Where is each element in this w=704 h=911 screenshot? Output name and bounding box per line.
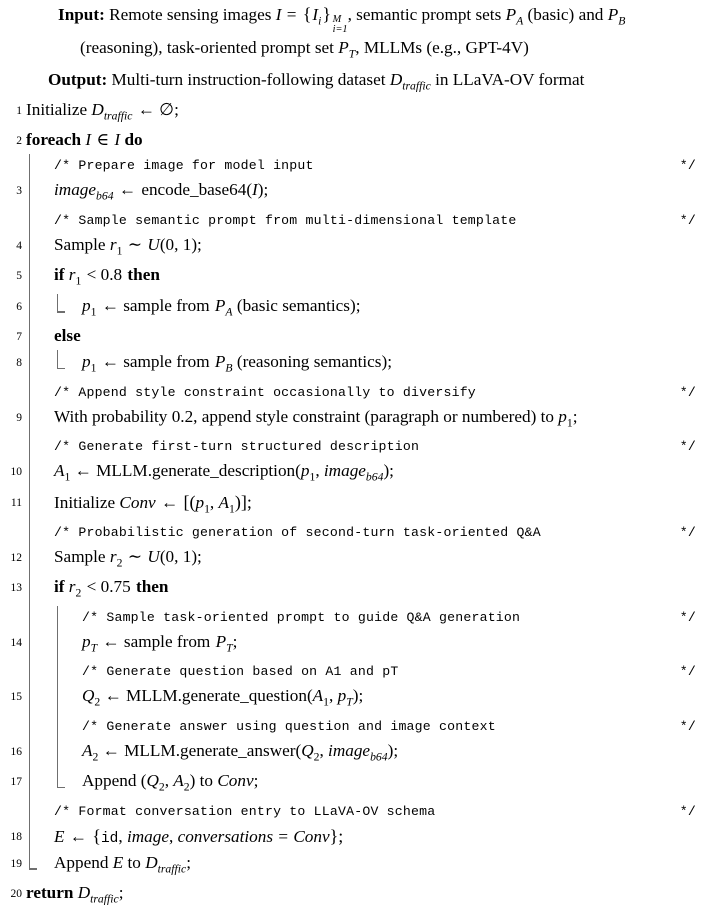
symbol-D-cal: D <box>91 100 104 120</box>
symbol-r: r <box>68 265 76 285</box>
guide-depth-1 <box>24 233 52 263</box>
symbol-r-sub: 2 <box>75 586 82 600</box>
symbol-Q: Q <box>82 686 95 706</box>
symbol-P-sub-T: T <box>226 641 233 655</box>
guide-depth-1 <box>24 824 52 851</box>
assign-arrow: ← <box>156 492 183 512</box>
symbol-D-cal: D <box>77 883 91 903</box>
input-text-b: , semantic prompt sets <box>347 5 506 24</box>
symbol-p-sub-T: T <box>90 641 98 655</box>
lineno-18: 18 <box>10 830 22 843</box>
symbol-D-sub: traffic <box>402 79 431 93</box>
lineno-6: 6 <box>16 300 22 313</box>
symbol-Ii: I <box>312 5 319 24</box>
symbol-Ii-sub: i <box>318 14 322 28</box>
guide-depth-1 <box>24 381 52 405</box>
symbol-D-cal: D <box>145 852 158 872</box>
l6-note: (basic semantics); <box>232 295 361 315</box>
guide-depth-1 <box>24 350 52 380</box>
l4-sample: Sample <box>54 234 110 254</box>
algorithm-line-2 <box>0 128 696 154</box>
algorithm-comment-probabilistic-second-turn <box>0 521 696 545</box>
symbol-D-cal: D <box>389 69 403 89</box>
symbol-P-cal: P <box>214 352 226 372</box>
arg-p: p <box>337 686 347 706</box>
fn-encode-base64: encode_base64( <box>141 180 253 200</box>
lineno-9: 9 <box>16 411 22 424</box>
lineno-4: 4 <box>16 239 22 252</box>
symbol-r-sub: 2 <box>116 556 123 570</box>
guide-depth-1 <box>24 800 52 824</box>
symbol-E-cal: E <box>54 826 65 846</box>
algorithm-line-19 <box>0 851 696 881</box>
semicolon: ; <box>232 631 238 651</box>
input-line2-a: (reasoning), task-oriented prompt set <box>80 38 339 58</box>
symbol-r: r <box>109 546 117 566</box>
comment-text: /* Generate answer using question and image context <box>82 718 496 734</box>
symbol-P-cal-A: P <box>505 5 517 24</box>
algorithm-output-line <box>0 67 696 98</box>
algorithm-input-line-2 <box>0 35 696 66</box>
arg-p-sub: 1 <box>204 501 210 515</box>
bracket-close: )]; <box>234 491 252 512</box>
indent-guides <box>24 154 52 178</box>
output-text-a: Multi-turn instruction-following dataset <box>111 69 390 89</box>
arg-image-sub: b64 <box>365 470 384 484</box>
arg-p: p <box>195 492 205 512</box>
comment-end-marker: */ <box>679 609 696 625</box>
guide-depth-1 <box>24 435 52 459</box>
algorithm-line-5 <box>0 263 696 293</box>
keyword-return: return <box>26 883 74 903</box>
algorithm-line-6 <box>0 294 696 324</box>
arg-Q-sub: 2 <box>158 780 165 794</box>
l9-text: With probability 0.2, append style constraint (paragraph or numbered) to <box>54 406 559 426</box>
algorithm-comment-append-style <box>0 381 696 405</box>
algorithm-comment-generate-question <box>0 660 696 684</box>
close-paren: ); <box>383 461 394 481</box>
lineno-17: 17 <box>10 776 22 789</box>
comment-end-marker: */ <box>679 524 696 540</box>
symbol-P-cal-B: P <box>607 5 619 24</box>
comma: , <box>319 740 329 760</box>
comment-text: /* Probabilistic generation of second-turn task-oriented Q&A <box>54 524 541 540</box>
algorithm-line-10 <box>0 459 696 489</box>
brace-close: } <box>322 4 332 24</box>
guide-depth-1 <box>24 154 52 178</box>
guide-depth-1 <box>24 739 52 769</box>
symbol-P-sub-B: B <box>225 361 233 375</box>
close-paren: ); <box>257 180 269 200</box>
arg-A-sub: 1 <box>229 501 235 515</box>
keyword-do: do <box>124 130 143 150</box>
symbol-A: A <box>54 461 65 481</box>
l19-append: Append <box>54 852 113 872</box>
comment-end-marker: */ <box>679 158 696 174</box>
arg-Q: Q <box>146 771 159 791</box>
l14-sample-from: ← sample from <box>98 631 215 651</box>
guide-depth-1 <box>24 521 52 545</box>
algorithm-line-12 <box>0 545 696 575</box>
comment-end-marker: */ <box>679 664 696 680</box>
guide-depth-1 <box>24 660 52 684</box>
input-label: Input: <box>58 5 105 24</box>
symbol-image: image <box>54 180 97 200</box>
uniform-args: (0, 1); <box>159 234 202 254</box>
l17-append: Append ( <box>82 771 147 791</box>
guide-depth-2 <box>52 606 80 630</box>
symbol-r: r <box>68 577 76 597</box>
symbol-U-cal: U <box>147 234 160 254</box>
comment-end-marker: */ <box>679 439 696 455</box>
algorithm-line-3 <box>0 178 696 208</box>
guide-depth-1 <box>24 545 52 575</box>
bracket-open: [( <box>183 491 196 512</box>
symbol-conv: Conv <box>217 771 254 791</box>
arg-image-sub: b64 <box>370 750 388 764</box>
l6-sample-from: ← sample from <box>97 295 214 315</box>
l17-to: ) to <box>189 771 218 791</box>
l15-fn: ← MLLM.generate_question( <box>100 686 313 706</box>
lineno-5: 5 <box>16 270 22 283</box>
comment-text: /* Sample semantic prompt from multi-dimensional template <box>54 212 517 228</box>
lineno-13: 13 <box>10 582 22 595</box>
l11-initialize: Initialize <box>54 492 120 512</box>
guide-depth-2 <box>52 684 80 714</box>
comma: , <box>164 771 174 791</box>
lineno-16: 16 <box>10 745 22 758</box>
keyword-else: else <box>54 326 81 346</box>
arg-A-sub: 1 <box>323 695 330 709</box>
algorithm-input-line-1 <box>0 2 696 35</box>
symbol-r-sub: 1 <box>75 274 82 288</box>
symbol-p: p <box>82 352 91 372</box>
comma: , <box>315 461 324 481</box>
keyword-foreach: foreach <box>26 130 82 150</box>
field-id: id <box>100 830 119 847</box>
algorithm-line-20 <box>0 881 696 911</box>
set-limits <box>333 15 348 36</box>
close-paren: ); <box>387 740 399 760</box>
algorithm-line-16 <box>0 739 696 769</box>
lineno-14: 14 <box>10 636 22 649</box>
algorithm-line-4 <box>0 233 696 263</box>
set-sup: M <box>332 13 342 25</box>
output-label: Output: <box>48 69 108 89</box>
lineno-3: 3 <box>16 185 22 198</box>
keyword-then: then <box>136 577 169 597</box>
guide-depth-2 <box>52 630 80 660</box>
algorithm-line-7 <box>0 324 696 350</box>
guide-depth-1 <box>24 178 52 208</box>
algorithm-line-11 <box>0 490 696 521</box>
semicolon: ; <box>253 771 259 791</box>
arg-image: image <box>328 740 371 760</box>
symbol-A-sub: 2 <box>92 750 99 764</box>
arg-Q-sub: 2 <box>313 750 320 764</box>
equals-op: = <box>274 826 293 846</box>
arg-A: A <box>312 686 324 706</box>
symbol-PA-sub: A <box>516 14 524 28</box>
lt-condition: < 0.75 <box>82 577 136 597</box>
uniform-args: (0, 1); <box>159 546 202 566</box>
guide-depth-1 <box>24 715 52 739</box>
symbol-p: p <box>558 406 567 426</box>
comment-end-marker: */ <box>679 718 696 734</box>
l1-initialize: Initialize <box>26 100 92 120</box>
algorithm-line-1: 1 Initialize $D_{traffic}$ ← ∅; <box>0 98 696 128</box>
symbol-A-sub: 1 <box>64 470 71 484</box>
symbol-P-cal: P <box>215 631 227 651</box>
brace-open: { <box>92 825 101 846</box>
guide-depth-2 <box>52 739 80 769</box>
guide-depth-1 <box>24 209 52 233</box>
symbol-p-sub: 1 <box>90 305 97 319</box>
comment-text: /* Sample task-oriented prompt to guide Q&A generation <box>82 609 521 625</box>
brace-open: { <box>302 4 312 24</box>
arg-A: A <box>218 492 230 512</box>
guide-depth-1 <box>24 684 52 714</box>
output-text-b: in LLaVA-OV format <box>430 69 585 89</box>
guide-depth-1 <box>24 459 52 489</box>
algorithm-line-18 <box>0 824 696 851</box>
symbol-PT-sub: T <box>348 47 356 61</box>
algorithm-comment-generate-answer <box>0 715 696 739</box>
arg-p-sub-T: T <box>346 695 353 709</box>
comment-text: /* Append style constraint occasionally to diversify <box>54 384 476 400</box>
symbol-D-sub: traffic <box>103 109 133 123</box>
arg-image: image <box>323 461 366 481</box>
comment-text: /* Prepare image for model input <box>54 158 314 174</box>
algorithm-line-14 <box>0 630 696 660</box>
set-sub: i=1 <box>332 23 348 35</box>
comma: , <box>209 492 219 512</box>
arg-p: p <box>300 461 310 481</box>
symbol-P-sub-A: A <box>225 305 233 319</box>
semicolon: ; <box>186 852 191 872</box>
symbol-p-sub: 1 <box>90 361 97 375</box>
arg-I: I <box>252 180 258 200</box>
symbol-Q-sub: 2 <box>94 695 101 709</box>
comma: , <box>168 826 178 846</box>
symbol-r: r <box>109 234 117 254</box>
comment-text: /* Generate question based on A1 and pT <box>82 664 399 680</box>
semicolon: ; <box>118 883 124 903</box>
symbol-I-cal: I <box>114 130 121 150</box>
comment-text: /* Generate first-turn structured description <box>54 439 420 455</box>
symbol-r-sub: 1 <box>116 244 123 258</box>
comment-end-marker: */ <box>679 803 696 819</box>
guide-depth-1 <box>24 575 52 605</box>
input-text-a: Remote sensing images <box>109 5 276 24</box>
lt-condition: < 0.8 <box>82 265 127 285</box>
keyword-then: then <box>127 265 160 285</box>
symbol-P-cal: P <box>214 295 226 315</box>
lineno-12: 12 <box>10 551 22 564</box>
lineno-7: 7 <box>16 331 22 344</box>
equals-op: = <box>282 5 301 24</box>
guide-depth-1 <box>24 405 52 435</box>
guide-depth-1 <box>24 490 52 521</box>
arg-A-sub: 2 <box>183 780 190 794</box>
close-paren: ); <box>352 686 364 706</box>
guide-depth-1 <box>24 630 52 660</box>
symbol-A: A <box>82 740 93 760</box>
semicolon: ; <box>572 406 578 426</box>
algorithm-line-13 <box>0 575 696 605</box>
lineno-8: 8 <box>16 357 22 370</box>
keyword-if: if <box>54 577 65 597</box>
symbol-D-sub: traffic <box>157 862 187 876</box>
algorithm-comment-sample-task-prompt <box>0 606 696 630</box>
lineno-15: 15 <box>10 691 22 704</box>
algorithm-comment-format-conversation <box>0 800 696 824</box>
lineno-20: 20 <box>10 888 22 901</box>
guide-depth-2-end <box>52 350 80 380</box>
symbol-PB-sub: B <box>618 14 626 28</box>
symbol-D-sub: traffic <box>90 892 119 906</box>
brace-close: }; <box>329 825 344 846</box>
field-conversations: conversations <box>177 826 274 846</box>
guide-depth-1 <box>24 263 52 293</box>
lineno-10: 10 <box>10 466 22 479</box>
symbol-I-var: I <box>85 130 92 150</box>
symbol-conv: Conv <box>119 492 156 512</box>
l12-sample: Sample <box>54 546 110 566</box>
l10-fn: ← MLLM.generate_description( <box>70 461 301 481</box>
comma: , <box>329 686 338 706</box>
arg-Q: Q <box>301 740 314 760</box>
symbol-p: p <box>82 295 91 315</box>
l8-sample-from: ← sample from <box>97 352 214 372</box>
field-image: image <box>126 826 169 846</box>
input-text-c: (basic) and <box>523 5 608 24</box>
algorithm-line-15 <box>0 684 696 714</box>
arg-A: A <box>173 771 184 791</box>
symbol-conv: Conv <box>293 826 330 846</box>
algorithm-line-9 <box>0 405 696 435</box>
symbol-p-sub: 1 <box>566 416 573 430</box>
comment-text: /* Format conversation entry to LLaVA-OV schema <box>54 803 436 819</box>
guide-depth-1-end <box>24 851 52 881</box>
assign-arrow: ← <box>65 826 92 846</box>
symbol-U-cal: U <box>147 546 160 566</box>
l16-fn: ← MLLM.generate_answer( <box>98 740 302 760</box>
lineno-2: 2 <box>16 135 22 148</box>
guide-depth-2 <box>52 660 80 684</box>
guide-depth-2 <box>52 715 80 739</box>
lineno-1: 1 <box>16 105 22 118</box>
symbol-I-cal: I <box>275 5 282 24</box>
l19-to: to <box>123 852 146 872</box>
symbol-image-sub: b64 <box>96 189 114 203</box>
elem-of-op: ∈ <box>92 130 114 150</box>
assign-arrow: ← <box>114 180 141 200</box>
keyword-if: if <box>54 265 65 285</box>
algorithm-comment-prepare-image <box>0 154 696 178</box>
arg-p-sub: 1 <box>309 470 316 484</box>
algorithm-comment-sample-semantic-prompt <box>0 209 696 233</box>
guide-depth-2-end <box>52 294 80 324</box>
distributed-as-op: ∼ <box>123 234 147 254</box>
comma: , <box>118 826 127 846</box>
comment-end-marker: */ <box>679 384 696 400</box>
symbol-P-cal-T: P <box>338 38 349 58</box>
symbol-p: p <box>82 631 91 651</box>
guide-depth-1 <box>24 606 52 630</box>
algorithm-comment-generate-first-turn <box>0 435 696 459</box>
comment-end-marker: */ <box>679 212 696 228</box>
l8-note: (reasoning semantics); <box>232 352 392 372</box>
algorithm-line-8 <box>0 350 696 380</box>
lineno-11: 11 <box>10 496 22 509</box>
input-line2-b: , MLLMs (e.g., GPT-4V) <box>355 38 529 58</box>
guide-depth-1 <box>24 324 52 350</box>
symbol-E-cal: E <box>112 852 124 872</box>
guide-depth-1 <box>24 294 52 324</box>
distributed-as-op: ∼ <box>123 546 147 566</box>
lineno-19: 19 <box>10 857 22 870</box>
